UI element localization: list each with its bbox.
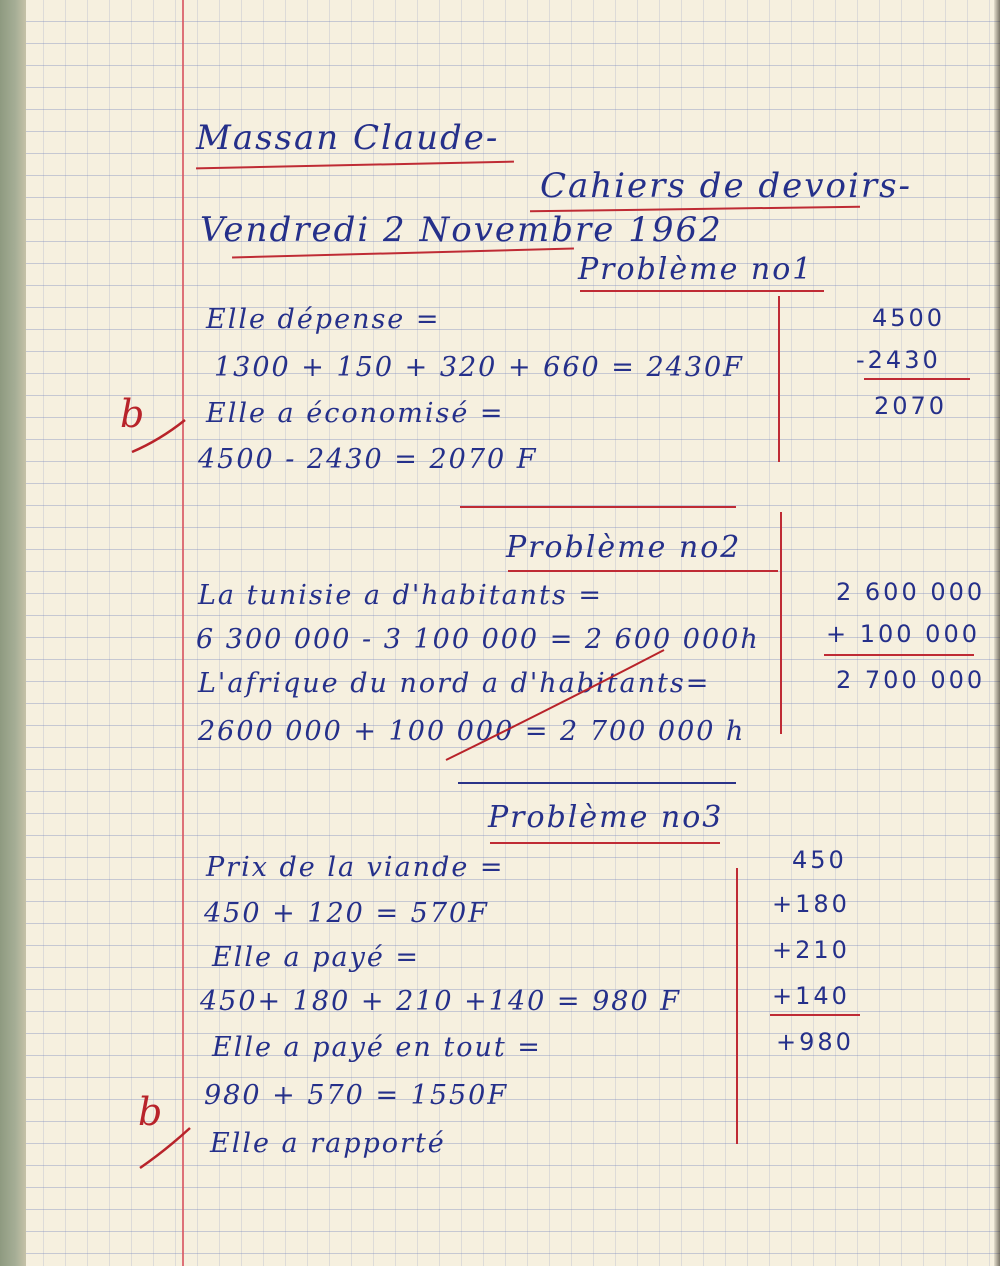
problem2-line-1: La tunisie a d'habitants =	[198, 580, 603, 611]
problem2-calc-1: 2 600 000	[836, 578, 986, 606]
problem3-line-5: Elle a payé en tout =	[212, 1032, 542, 1063]
problem1-title: Problème no1	[578, 252, 814, 287]
problem2-calc-3: 2 700 000	[836, 666, 986, 694]
problem3-title: Problème no3	[488, 800, 724, 835]
problem1-calc-1: 4500	[872, 304, 946, 332]
problem1-grade: b	[120, 392, 147, 436]
problem3-line-2: 450 + 120 = 570F	[204, 898, 489, 929]
notebook-title: Cahiers de devoirs-	[540, 166, 913, 206]
problem2-calc-2: + 100 000	[826, 620, 980, 648]
problem3-line-4: 450+ 180 + 210 +140 = 980 F	[200, 986, 681, 1017]
problem3-line-3: Elle a payé =	[212, 942, 421, 973]
problem2-line-2: 6 300 000 - 3 100 000 = 2 600 000h	[196, 624, 760, 655]
problem1-grade-tick	[132, 420, 185, 452]
problem3-line-7: Elle a rapporté	[210, 1128, 446, 1159]
problem3-calc-4: +140	[772, 982, 850, 1010]
problem3-calc-5: +980	[776, 1028, 854, 1056]
problem1-calc-3: 2070	[874, 392, 948, 420]
problem3-calc-3: +210	[772, 936, 850, 964]
date-line: Vendredi 2 Novembre 1962	[200, 210, 723, 250]
problem3-calc-1: 450	[792, 846, 847, 874]
problem3-line-6: 980 + 570 = 1550F	[204, 1080, 509, 1111]
problem1-line-4: 4500 - 2430 = 2070 F	[198, 444, 538, 475]
problem2-line-4: 2600 000 + 100 000 = 2 700 000 h	[198, 716, 746, 747]
problem1-line-2: 1300 + 150 + 320 + 660 = 2430F	[214, 352, 744, 383]
problem2-line-3: L'afrique du nord a d'habitants=	[198, 668, 711, 699]
problem1-line-1: Elle dépense =	[206, 304, 441, 335]
student-name: Massan Claude-	[196, 118, 500, 158]
problem3-grade-tick	[140, 1128, 190, 1168]
problem3-line-1: Prix de la viande =	[206, 852, 505, 883]
problem3-calc-2: +180	[772, 890, 850, 918]
problem2-title: Problème no2	[506, 530, 742, 565]
problem2-strike-mark	[446, 650, 664, 760]
problem1-line-3: Elle a économisé =	[206, 398, 505, 429]
problem3-grade: b	[138, 1090, 165, 1134]
problem1-calc-2: -2430	[856, 346, 941, 374]
